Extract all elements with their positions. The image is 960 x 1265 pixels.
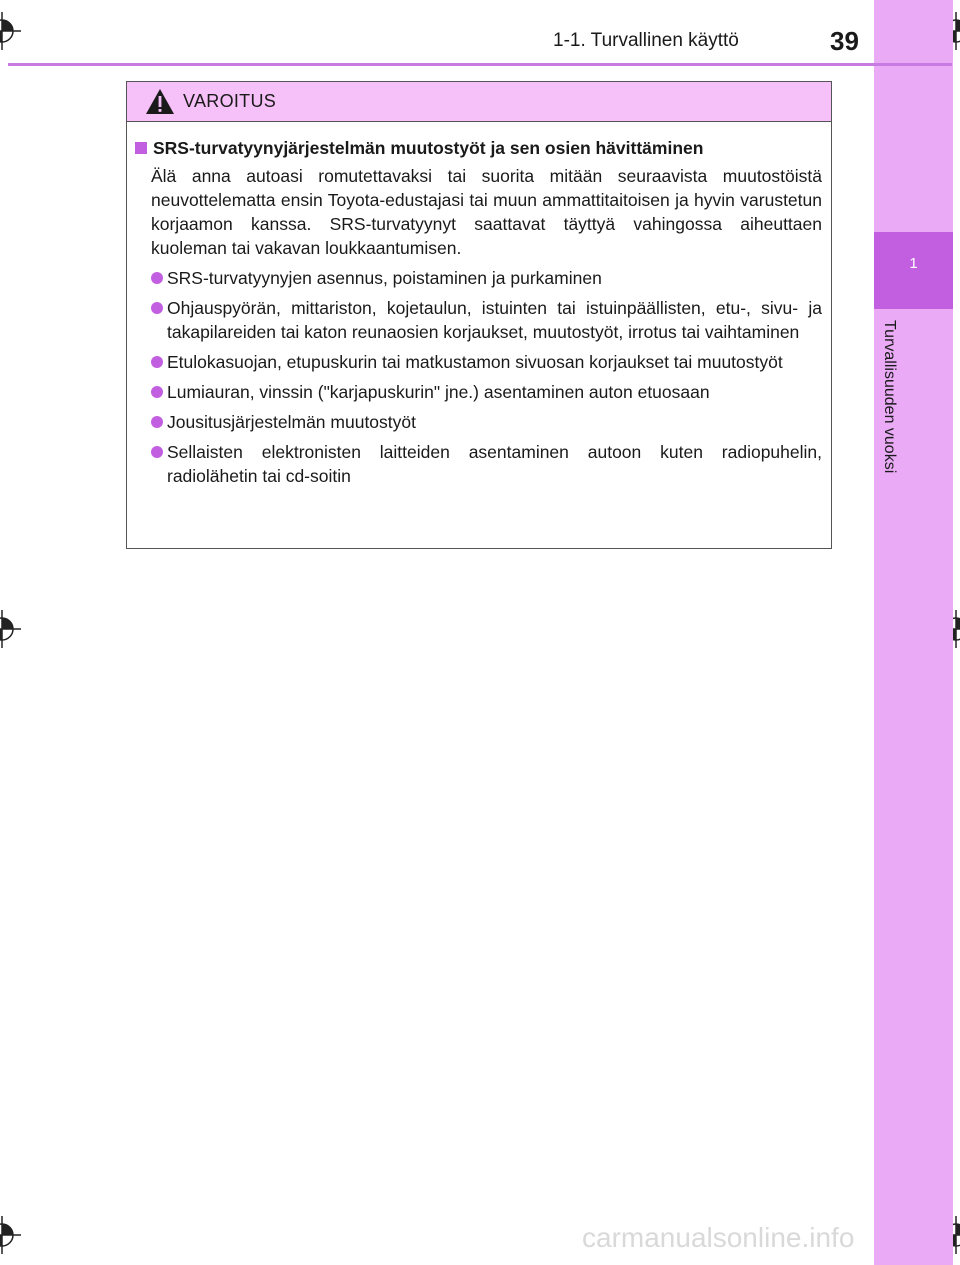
square-bullet-icon	[135, 142, 147, 154]
warning-subheading	[131, 136, 822, 160]
section-title: 1-1. Turvallinen käyttö	[553, 30, 739, 51]
warning-title: VAROITUS	[183, 91, 277, 111]
list-item-text: Ohjauspyörän, mittariston, kojetaulun, istuinten tai istuinpäällisten, etu-, sivu- ja takapilareiden tai katon reunaosien korjaukset, muutostyöt, irrotus tai vaihtaminen	[167, 298, 822, 342]
side-tab-label: Turvallisuuden vuoksi	[881, 320, 898, 474]
bullet-dot-icon	[151, 416, 163, 428]
registration-mark-icon	[0, 12, 21, 50]
page-number: 39	[830, 26, 859, 56]
list-item	[151, 410, 822, 434]
list-item	[151, 440, 822, 488]
warning-body	[127, 122, 831, 488]
bullet-dot-icon	[151, 446, 163, 458]
bullet-dot-icon	[151, 356, 163, 368]
side-tab-strip	[874, 0, 953, 1265]
list-item-text: Lumiauran, vinssin ("karjapuskurin" jne.) asentaminen auton etuosaan	[167, 382, 710, 402]
watermark: carmanualsonline.info	[582, 1222, 855, 1253]
header-divider	[8, 63, 952, 66]
list-item	[151, 380, 822, 404]
bullet-dot-icon	[151, 302, 163, 314]
warning-triangle-icon	[145, 88, 175, 115]
list-item	[151, 266, 822, 290]
warning-box	[126, 81, 832, 549]
warning-subheading-text: SRS-turvatyynyjärjestelmän muutostyöt ja sen osien hävittäminen	[153, 138, 704, 158]
list-item-text: SRS-turvatyynyjen asennus, poistaminen ja purkaminen	[167, 268, 602, 288]
list-item-text: Etulokasuojan, etupuskurin tai matkustamon sivuosan korjaukset tai muutostyöt	[167, 352, 783, 372]
list-item	[151, 350, 822, 374]
list-item	[151, 296, 822, 344]
list-item-text: Sellaisten elektronisten laitteiden asentaminen autoon kuten radiopuhelin, radiolähetin tai cd-soitin	[167, 442, 822, 486]
registration-mark-icon	[0, 1216, 21, 1254]
bullet-dot-icon	[151, 386, 163, 398]
side-tab-number: 1	[909, 255, 918, 272]
warning-header	[127, 82, 831, 122]
registration-mark-icon	[0, 610, 21, 648]
list-item-text: Jousitusjärjestelmän muutostyöt	[167, 412, 416, 432]
bullet-dot-icon	[151, 272, 163, 284]
warning-paragraph: Älä anna autoasi romutettavaksi tai suorita mitään seuraavista muutostöistä neuvottelematta ensin Toyota-edustajasi tai muun ammattitaitoisen ja hyvin varustetun korjaamon kanssa. SRS-turvatyynyt saattavat täyttyä vahingossa aiheuttaen kuoleman tai vakavan loukkaantumisen.	[151, 166, 822, 258]
